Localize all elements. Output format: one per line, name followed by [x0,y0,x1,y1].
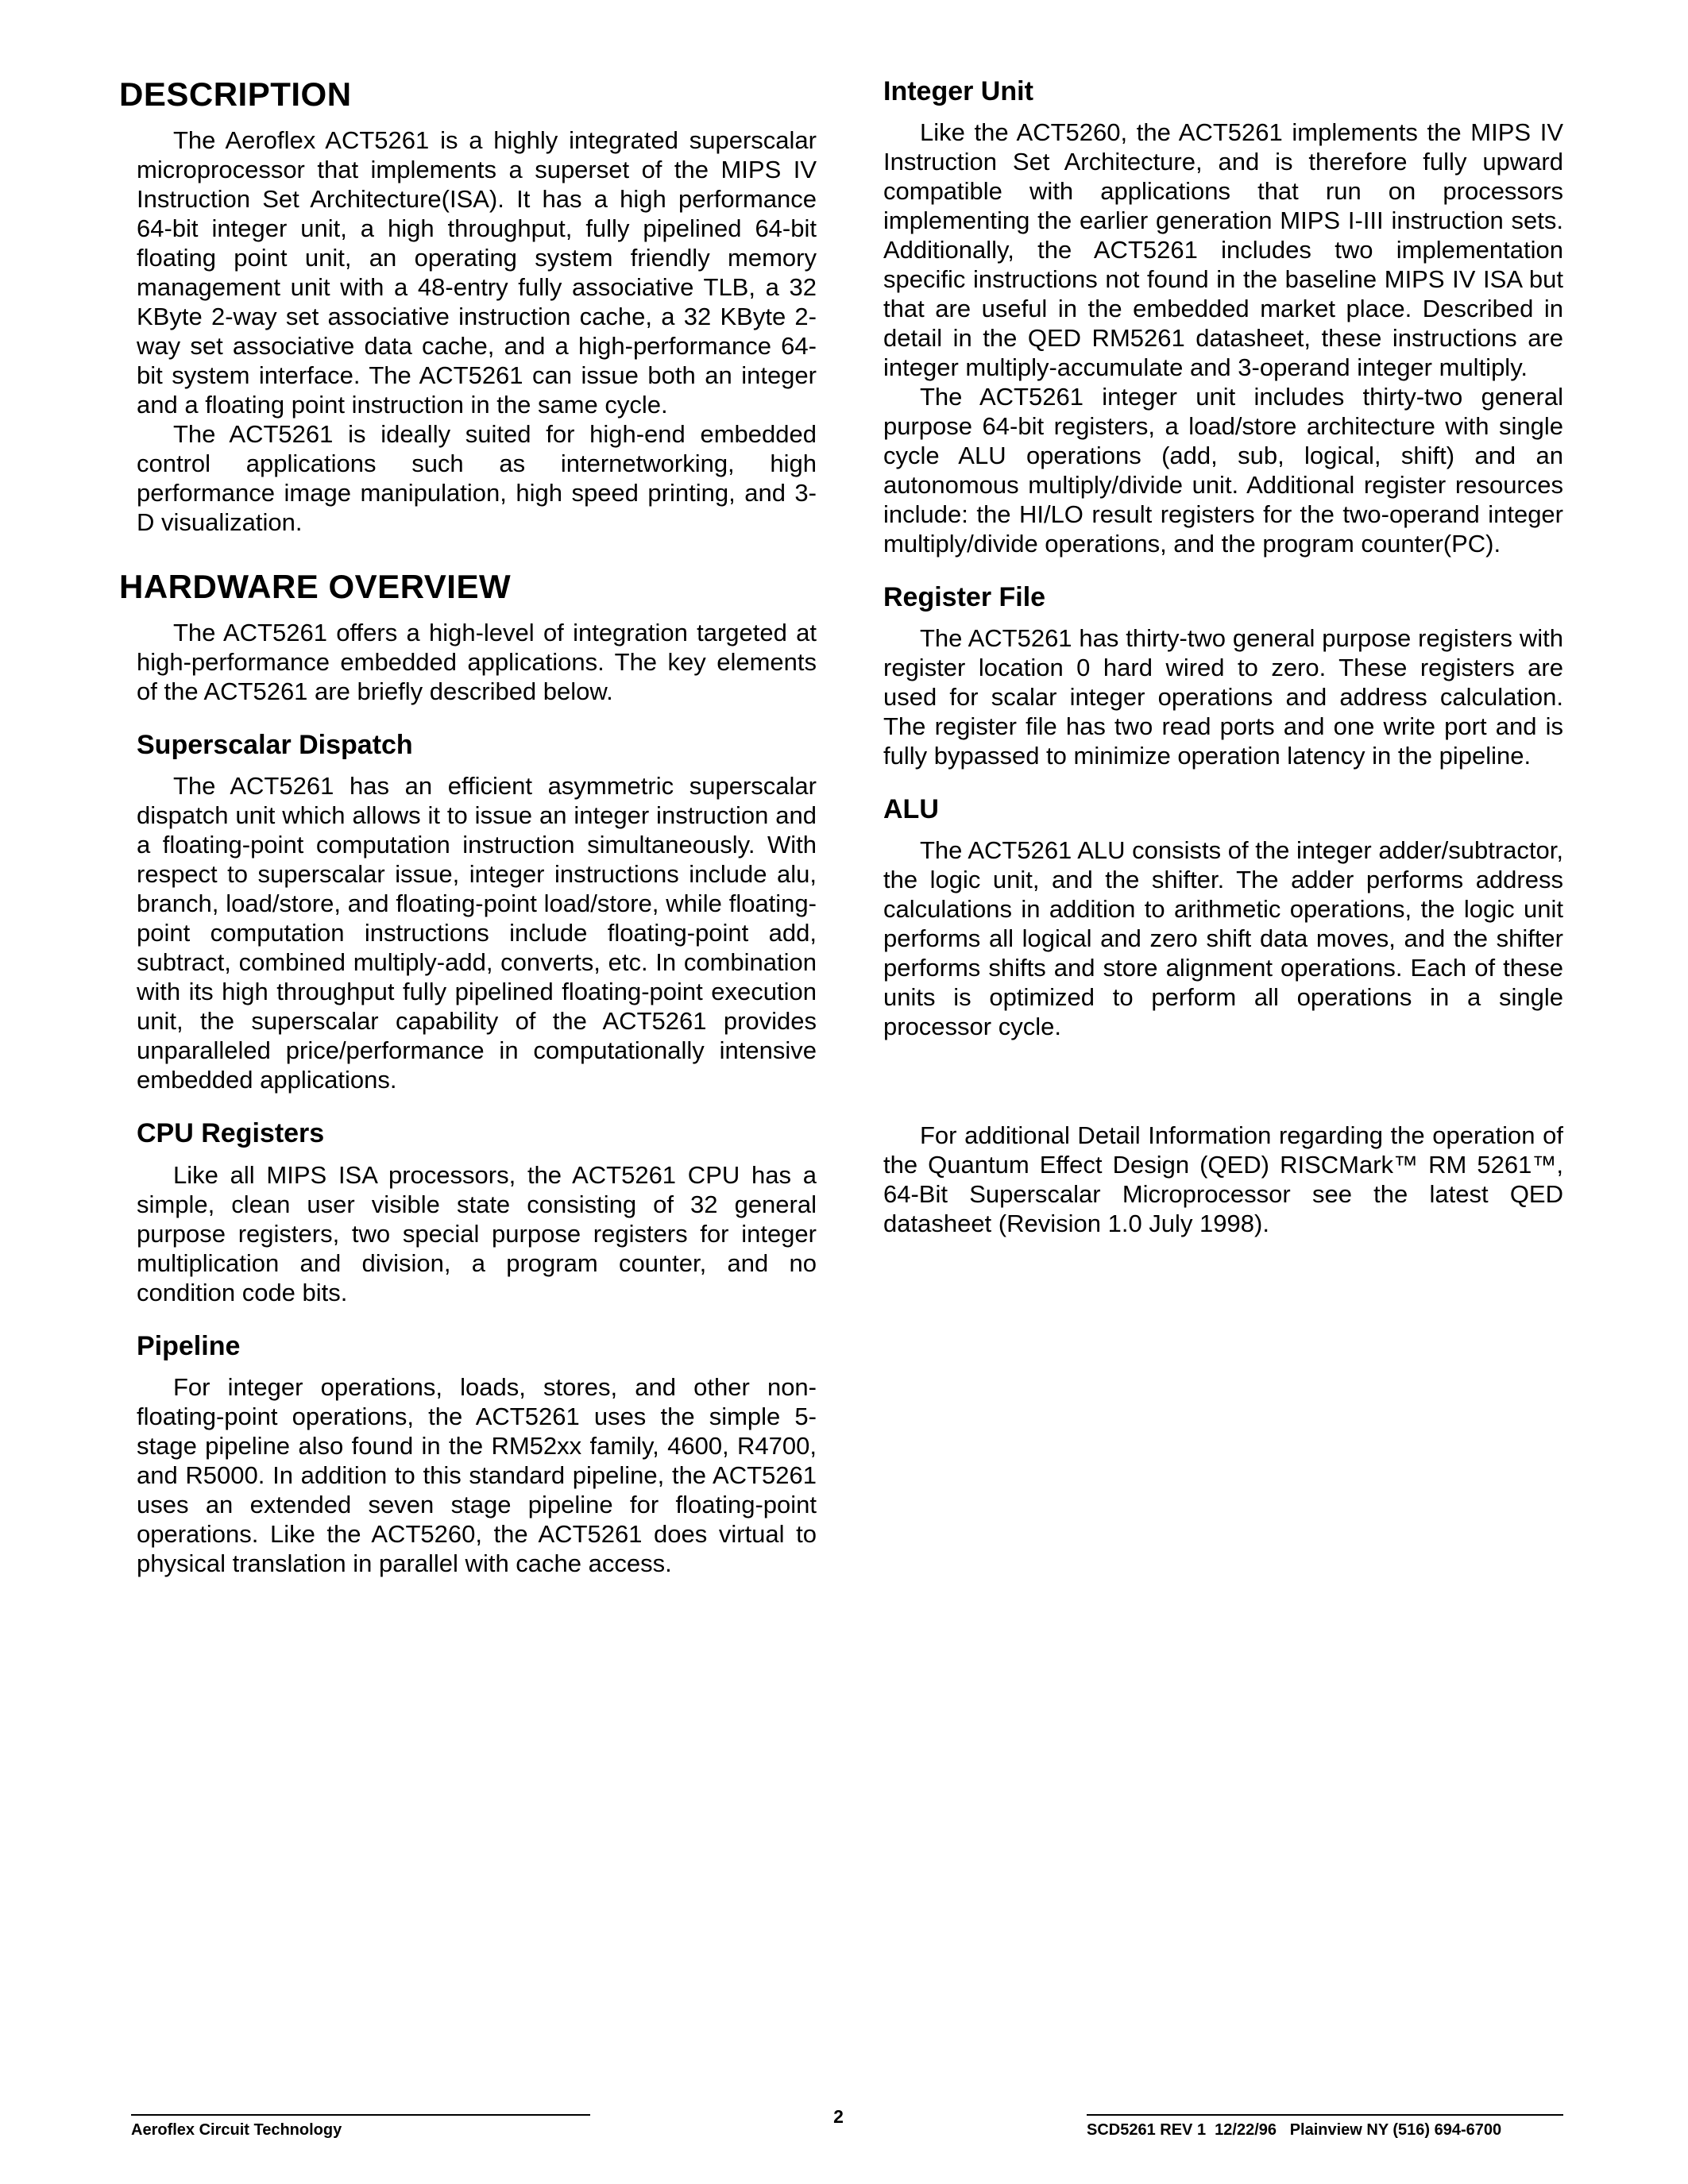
heading-hardware-overview: HARDWARE OVERVIEW [119,568,512,606]
register-file-paragraph: The ACT5261 has thirty-two general purpose registers with register location 0 hard wired to zero. These registers are used for scalar integer operations and address calculation. The register file has two read ports and one write port and is fully bypassed to minimize operation latency in the pipeline. [883,624,1563,770]
superscalar-dispatch-paragraph: The ACT5261 has an efficient asymmetric superscalar dispatch unit which allows it to issue an integer instruction and a floating-point computation instruction simultaneously. With respect to superscalar issue, integer instructions include alu, branch, load/store, and floating-point load/store, while floating-point computation instructions include floating-point add, subtract, combined multiply-add, converts, etc. In combination with its high throughput fully pipelined floating-point execution unit, the superscalar capability of the ACT5261 provides unparalleled price/performance in computationally intensive embedded applications. [137,772,817,1094]
right-column [883,76,1563,1578]
heading-integer-unit: Integer Unit [883,76,1033,106]
description-paragraph-2: The ACT5261 is ideally suited for high-end embedded control applications such as internetworking, high performance image manipulation, high speed printing, and 3-D visualization. [137,420,817,537]
hardware-overview-paragraph: The ACT5261 offers a high-level of integration targeted at high-performance embedded applications. The key elements of the ACT5261 are briefly described below. [137,619,817,706]
page-number: 2 [833,2106,844,2127]
heading-cpu-registers: CPU Registers [137,1118,325,1149]
footer-doc-info-block [1087,2114,1563,2140]
page-footer [0,2106,1688,2140]
heading-superscalar-dispatch: Superscalar Dispatch [137,730,413,761]
heading-pipeline: Pipeline [137,1330,241,1361]
integer-unit-paragraph-1: Like the ACT5260, the ACT5261 implements the MIPS IV Instruction Set Architecture, and is therefore fully upward compatible with applications that run on processors implementing the earlier generation MIPS I-III instruction sets. Additionally, the ACT5261 includes two implementation specific instructions not found in the baseline MIPS IV ISA but that are useful in the embedded market place. Described in detail in the QED RM5261 datasheet, these instructions are integer multiply-accumulate and 3-operand integer multiply. [883,118,1563,382]
heading-alu: ALU [883,794,939,825]
integer-unit-paragraph-2: The ACT5261 integer unit includes thirty-two general purpose 64-bit registers, a load/store architecture with single cycle ALU operations (add, sub, logical, shift) and an autonomous multiply/divide unit. Additional register resources include: the HI/LO result registers for the two-operand integer multiply/divide operations, and the program counter(PC). [883,383,1563,558]
additional-info-note: For additional Detail Information regarding the operation of the Quantum Effect Design (QED) RISCMark™ RM 5261™, 64-Bit Superscalar Microprocessor see the latest QED datasheet (Revision 1.0 July 1998). [883,1121,1563,1238]
description-paragraph-1: The Aeroflex ACT5261 is a highly integrated superscalar microprocessor that implements a superset of the MIPS IV Instruction Set Architecture(ISA). It has a high performance 64-bit integer unit, a high throughput, fully pipelined 64-bit floating point unit, an operating system friendly memory management unit with a 48-entry fully associative TLB, a 32 KByte 2-way set associative instruction cache, a 32 KByte 2-way set associative data cache, and a high-performance 64-bit system interface. The ACT5261 can issue both an integer and a floating point instruction in the same cycle. [137,126,817,419]
footer-company-block [131,2114,590,2140]
alu-paragraph: The ACT5261 ALU consists of the integer adder/subtractor, the logic unit, and the shifter. The adder performs address calculations in addition to arithmetic operations, the logic unit performs all logical and zero shift data moves, and the shifter performs shifts and store alignment operations. Each of these units is optimized to perform all operations in a single processor cycle. [883,836,1563,1041]
heading-register-file: Register File [883,582,1046,613]
left-column [119,75,817,1578]
cpu-registers-paragraph: Like all MIPS ISA processors, the ACT5261 CPU has a simple, clean user visible state consisting of 32 general purpose registers, two special purpose registers for integer multiplication and division, a program counter, and no condition code bits. [137,1160,817,1306]
footer-doc-info: SCD5261 REV 1 12/22/96 Plainview NY (516) 694-6700 [1086,2121,1502,2139]
pipeline-paragraph: For integer operations, loads, stores, and other non-floating-point operations, the ACT5261 uses the simple 5-stage pipeline also found in the RM52xx family, 4600, R4700, and R5000. In addition to this standard pipeline, the ACT5261 uses an extended seven stage pipeline for floating-point operations. Like the ACT5260, the ACT5261 does virtual to physical translation in parallel with cache access. [137,1372,817,1577]
footer-company-name: Aeroflex Circuit Technology [131,2121,342,2139]
heading-description: DESCRIPTION [119,75,352,113]
two-column-layout [119,75,1563,1578]
